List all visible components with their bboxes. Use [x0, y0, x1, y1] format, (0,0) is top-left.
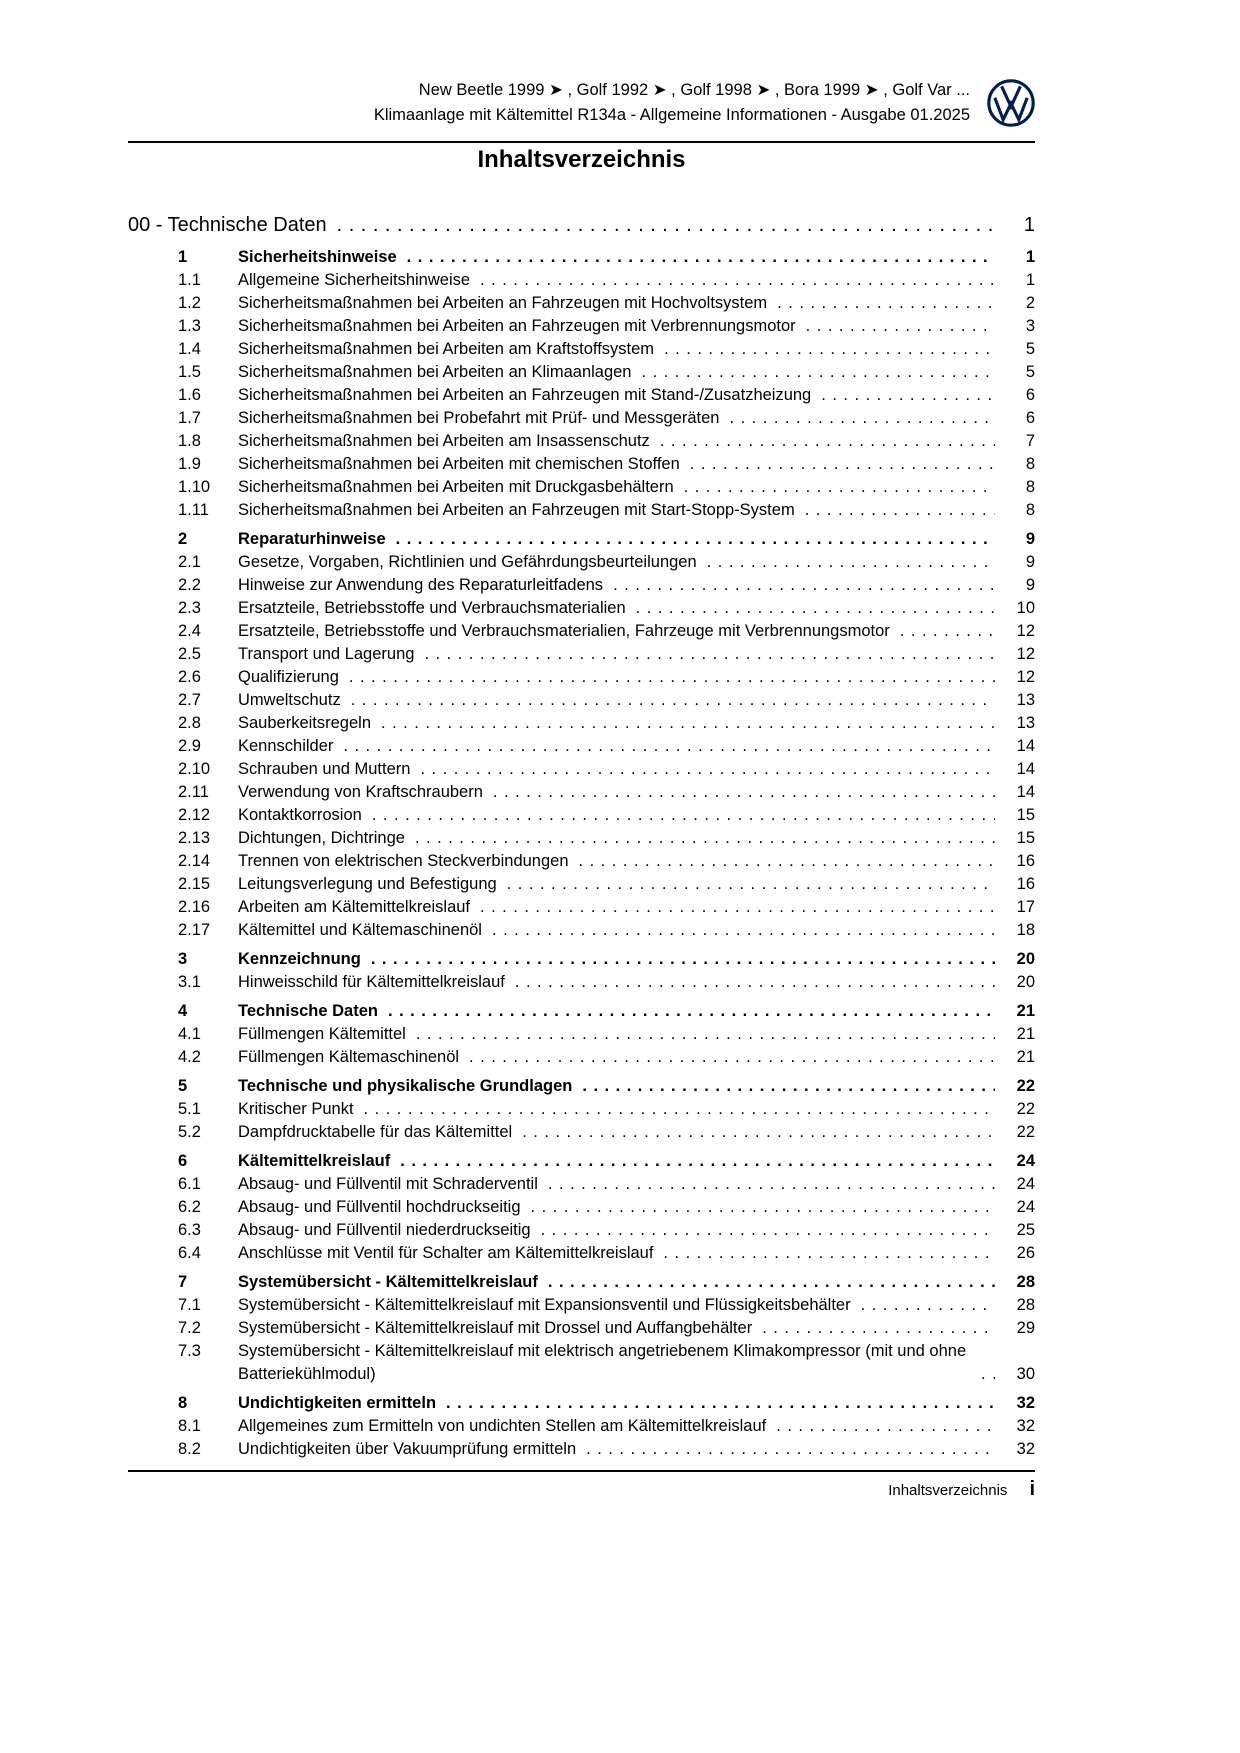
dot-leader — [416, 1023, 995, 1046]
toc-entry-number: 1.8 — [178, 432, 201, 450]
toc-entry-page: 26 — [1016, 1244, 1035, 1262]
dot-leader — [522, 1121, 995, 1144]
toc-entry-title: Sicherheitshinweise — [238, 248, 397, 266]
toc-entry-title: Sicherheitsmaßnahmen bei Arbeiten an Klimaanlagen — [238, 363, 632, 381]
toc-entry-page: 20 — [1016, 950, 1035, 968]
toc-entry — [128, 338, 1035, 361]
toc-entry-number: 2.6 — [178, 668, 201, 686]
toc-entry-page: 24 — [1016, 1175, 1035, 1193]
dot-leader — [400, 1150, 995, 1173]
toc-entry-title: Ersatzteile, Betriebsstoffe und Verbrauchsmaterialien — [238, 599, 626, 617]
toc-entry — [128, 1046, 1035, 1069]
footer-page-number: i — [1029, 1478, 1035, 1500]
toc-entry — [128, 620, 1035, 643]
toc-entry-title: Hinweise zur Anwendung des Reparaturleitfadens — [238, 576, 604, 594]
toc-entry — [128, 689, 1035, 712]
toc-entry-page: 14 — [1016, 737, 1035, 755]
toc-entry-page: 14 — [1016, 760, 1035, 778]
toc-entry-title: Gesetze, Vorgaben, Richtlinien und Gefährdungsbeurteilungen — [238, 553, 697, 571]
toc-entry-title: Allgemeines zum Ermitteln von undichten Stellen am Kältemittelkreislauf — [238, 1417, 767, 1435]
toc-entry-title: Absaug- und Füllventil hochdruckseitig — [238, 1198, 521, 1216]
dot-leader — [582, 1075, 995, 1098]
toc-entry-page: 5 — [1025, 363, 1035, 381]
toc-entry — [128, 1242, 1035, 1265]
toc-entry-title: Leitungsverlegung und Befestigung — [238, 875, 497, 893]
dot-leader — [690, 453, 995, 476]
toc-entry-page: 1 — [1025, 271, 1035, 289]
toc-entry-page: 16 — [1016, 875, 1035, 893]
toc-entry-title: Sicherheitsmaßnahmen bei Probefahrt mit Prüf- und Messgeräten — [238, 409, 720, 427]
toc-entry-number: 2.2 — [178, 576, 201, 594]
toc-entry — [128, 1294, 1035, 1317]
toc-entry-number: 1 — [178, 248, 188, 266]
toc-entry-title: Reparaturhinweise — [238, 530, 386, 548]
toc-entry-page: 28 — [1016, 1273, 1035, 1291]
toc-entry — [128, 1150, 1035, 1173]
toc-entry — [128, 758, 1035, 781]
toc-entry-page: 2 — [1025, 294, 1035, 312]
toc-entry-page: 9 — [1025, 553, 1035, 571]
toc-entry-page: 12 — [1016, 622, 1035, 640]
dot-leader — [806, 315, 995, 338]
toc-entry-number: 4 — [178, 1002, 188, 1020]
dot-leader — [548, 1173, 995, 1196]
toc-entry-title: Qualifizierung — [238, 668, 339, 686]
toc-entry-number: 8 — [178, 1394, 188, 1412]
toc-entry-number: 2.9 — [178, 737, 201, 755]
toc-entry-page: 3 — [1025, 317, 1035, 335]
toc-entry-number: 1.6 — [178, 386, 201, 404]
toc-entry-number: 1.2 — [178, 294, 201, 312]
footer-label: Inhaltsverzeichnis — [888, 1482, 1008, 1499]
toc-entry-number: 2.1 — [178, 553, 201, 571]
toc-entry-number: 5.1 — [178, 1100, 201, 1118]
toc-entry-number: 2 — [178, 530, 188, 548]
header-text — [374, 78, 970, 128]
toc-entry-number: 2.15 — [178, 875, 211, 893]
dot-leader — [548, 1271, 995, 1294]
toc-entry-page: 25 — [1016, 1221, 1035, 1239]
toc-entry-page: 24 — [1016, 1198, 1035, 1216]
toc-entry-page: 32 — [1016, 1394, 1035, 1412]
vw-logo-icon — [986, 78, 1036, 128]
dot-leader — [493, 781, 995, 804]
toc-entry — [128, 528, 1035, 551]
dot-leader — [642, 361, 996, 384]
dot-leader — [515, 971, 995, 994]
toc-entry — [128, 666, 1035, 689]
dot-leader — [388, 1000, 995, 1023]
toc-entry-page: 32 — [1016, 1417, 1035, 1435]
dot-leader — [420, 758, 995, 781]
toc-entry — [128, 1098, 1035, 1121]
toc-entry — [128, 712, 1035, 735]
toc-entry-number: 6.4 — [178, 1244, 201, 1262]
toc-entry — [128, 269, 1035, 292]
toc-entry-page: 9 — [1025, 530, 1035, 548]
toc-entry-title: Sicherheitsmaßnahmen bei Arbeiten am Kraftstoffsystem — [238, 340, 655, 358]
toc-entry — [128, 896, 1035, 919]
toc-entry — [128, 574, 1035, 597]
dot-leader — [396, 528, 995, 551]
toc-entry-number: 2.5 — [178, 645, 201, 663]
toc-entry-page: 7 — [1025, 432, 1035, 450]
toc-entry-page: 8 — [1025, 478, 1035, 496]
toc-entry-page: 15 — [1016, 806, 1035, 824]
toc-entry-page: 8 — [1025, 455, 1035, 473]
toc-entry-number: 1.1 — [178, 271, 201, 289]
toc-entry — [128, 827, 1035, 850]
toc-entry-number: 2.16 — [178, 898, 211, 916]
header-models-line: New Beetle 1999 ➤ , Golf 1992 ➤ , Golf 1998 ➤ , Bora 1999 ➤ , Golf Var ... — [418, 81, 970, 99]
toc-entry-title: Sicherheitsmaßnahmen bei Arbeiten an Fahrzeugen mit Start-Stopp-System — [238, 501, 795, 519]
toc-entry-title: Systemübersicht - Kältemittelkreislauf mit Expansionsventil und Flüssigkeitsbehälter — [238, 1296, 851, 1314]
dot-leader — [636, 597, 995, 620]
dot-leader — [762, 1317, 995, 1340]
toc-entry — [128, 1340, 1035, 1386]
toc-entry-title: Füllmengen Kältemittel — [238, 1025, 406, 1043]
toc-entry-title: Transport und Lagerung — [238, 645, 415, 663]
page-footer — [128, 1478, 1035, 1501]
toc-entry-title: Sicherheitsmaßnahmen bei Arbeiten mit Druckgasbehältern — [238, 478, 674, 496]
toc-entry — [128, 292, 1035, 315]
toc-entry-page: 1 — [1025, 248, 1035, 266]
toc-entry-title: Systemübersicht - Kältemittelkreislauf mit elektrisch angetriebenem Klimakompressor (mit und ohne Batteriekühlmodul) — [238, 1342, 967, 1383]
toc-entry-number: 2.10 — [178, 760, 211, 778]
dot-leader — [415, 827, 995, 850]
toc-entry-page: 14 — [1016, 783, 1035, 801]
dot-leader — [381, 712, 995, 735]
dot-leader — [531, 1196, 996, 1219]
toc-entry-title: Technische Daten — [238, 1002, 378, 1020]
toc-entry-page: 5 — [1025, 340, 1035, 358]
dot-leader — [343, 735, 995, 758]
toc-entry-title: Schrauben und Muttern — [238, 760, 411, 778]
toc-entry — [128, 735, 1035, 758]
toc-entry-page: 15 — [1016, 829, 1035, 847]
toc-entry-number: 4.1 — [178, 1025, 201, 1043]
toc-entry — [128, 1415, 1035, 1438]
toc-entry-page: 22 — [1016, 1077, 1035, 1095]
dot-leader — [613, 574, 995, 597]
dot-leader — [337, 212, 995, 238]
toc-entry-number: 7.1 — [178, 1296, 201, 1314]
page-title: Inhaltsverzeichnis — [477, 146, 686, 173]
toc-entry — [128, 1023, 1035, 1046]
toc-entry-title: Undichtigkeiten über Vakuumprüfung ermitteln — [238, 1440, 577, 1458]
toc-entry — [128, 804, 1035, 827]
toc-entry — [128, 407, 1035, 430]
toc-entry-number: 6.2 — [178, 1198, 201, 1216]
page-header — [128, 78, 1036, 128]
toc-entry-page: 1 — [1023, 214, 1035, 236]
toc-entry-number: 3.1 — [178, 973, 201, 991]
toc-entry-number: 7.2 — [178, 1319, 201, 1337]
toc-entry-title: Trennen von elektrischen Steckverbindungen — [238, 852, 569, 870]
dot-leader — [364, 1098, 995, 1121]
toc-entry — [128, 1075, 1035, 1098]
toc-entry — [128, 850, 1035, 873]
toc-entry-number: 2.4 — [178, 622, 201, 640]
toc-entry-title: Systemübersicht - Kältemittelkreislauf — [238, 1273, 538, 1291]
toc-entry-title: Dampfdrucktabelle für das Kältemittel — [238, 1123, 513, 1141]
toc-entry-title: Ersatzteile, Betriebsstoffe und Verbrauchsmaterialien, Fahrzeuge mit Verbrennungsmotor — [238, 622, 890, 640]
toc-entry-title: Umweltschutz — [238, 691, 341, 709]
toc-entry-title: Technische und physikalische Grundlagen — [238, 1077, 573, 1095]
toc-entry — [128, 551, 1035, 574]
toc-entry-page: 6 — [1025, 409, 1035, 427]
header-divider — [128, 141, 1035, 143]
dot-leader — [492, 919, 995, 942]
dot-leader — [480, 269, 995, 292]
toc-entry — [128, 873, 1035, 896]
toc-entry-page: 13 — [1016, 714, 1035, 732]
dot-leader — [981, 1363, 995, 1386]
toc-entry — [128, 246, 1035, 269]
dot-leader — [507, 873, 995, 896]
toc-entry-number: 2.11 — [178, 783, 209, 801]
dot-leader — [446, 1392, 995, 1415]
dot-leader — [684, 476, 995, 499]
toc-entry-number: 2.12 — [178, 806, 211, 824]
toc-entry-number: 5.2 — [178, 1123, 201, 1141]
toc-entry-page: 17 — [1016, 898, 1035, 916]
toc-entry-page: 21 — [1016, 1002, 1035, 1020]
toc-entry-page: 30 — [1016, 1365, 1035, 1383]
toc-entry-number: 8.1 — [178, 1417, 201, 1435]
toc-entry-title: Absaug- und Füllventil mit Schraderventil — [238, 1175, 538, 1193]
toc-entry-title: Sicherheitsmaßnahmen bei Arbeiten am Insassenschutz — [238, 432, 650, 450]
toc-entry-number: 8.2 — [178, 1440, 201, 1458]
dot-leader — [372, 804, 995, 827]
toc-entry-title: Füllmengen Kältemaschinenöl — [238, 1048, 460, 1066]
toc-entry-number: 2.7 — [178, 691, 201, 709]
toc-entry-title: Kennzeichnung — [238, 950, 361, 968]
dot-leader — [586, 1438, 995, 1461]
toc-entry — [128, 453, 1035, 476]
toc-entry-title: 00 - Technische Daten — [128, 214, 327, 236]
toc-entry-page: 24 — [1016, 1152, 1035, 1170]
toc-entry — [128, 971, 1035, 994]
toc-entry-number: 1.3 — [178, 317, 201, 335]
toc-entry-title: Sicherheitsmaßnahmen bei Arbeiten an Fahrzeugen mit Verbrennungsmotor — [238, 317, 796, 335]
toc-entry-number: 1.9 — [178, 455, 201, 473]
toc-entry-title: Kennschilder — [238, 737, 334, 755]
toc-entry-number: 6.3 — [178, 1221, 201, 1239]
toc-entry-page: 22 — [1016, 1100, 1035, 1118]
toc-entry-title: Arbeiten am Kältemittelkreislauf — [238, 898, 471, 916]
toc-entry — [128, 781, 1035, 804]
dot-leader — [349, 666, 995, 689]
toc-entry-page: 18 — [1016, 921, 1035, 939]
toc-entry — [128, 315, 1035, 338]
toc-entry-title: Kritischer Punkt — [238, 1100, 354, 1118]
toc-entry-number: 2.14 — [178, 852, 211, 870]
toc-entry-number: 5 — [178, 1077, 188, 1095]
toc-entry-page: 22 — [1016, 1123, 1035, 1141]
header-subtitle-line: Klimaanlage mit Kältemittel R134a - Allgemeine Informationen - Ausgabe 01.2025 — [373, 106, 970, 124]
toc-entry — [128, 1000, 1035, 1023]
toc-entry-number: 4.2 — [178, 1048, 201, 1066]
dot-leader — [351, 689, 995, 712]
toc-entry-title: Sicherheitsmaßnahmen bei Arbeiten mit chemischen Stoffen — [238, 455, 680, 473]
toc-entry-number: 7 — [178, 1273, 188, 1291]
toc-entry-number: 1.7 — [178, 409, 201, 427]
toc-entry-title: Sicherheitsmaßnahmen bei Arbeiten an Fahrzeugen mit Stand-/Zusatzheizung — [238, 386, 812, 404]
toc-entry-number: 2.3 — [178, 599, 201, 617]
toc-entry-page: 32 — [1016, 1440, 1035, 1458]
toc-entry-number: 1.4 — [178, 340, 201, 358]
dot-leader — [480, 896, 995, 919]
dot-leader — [777, 292, 995, 315]
toc-entry-number: 1.11 — [178, 501, 209, 519]
dot-leader — [805, 499, 995, 522]
toc-entry-title: Absaug- und Füllventil niederdruckseitig — [238, 1221, 531, 1239]
dot-leader — [664, 338, 995, 361]
toc-entry — [128, 476, 1035, 499]
toc-entry-page: 12 — [1016, 668, 1035, 686]
toc-entry-title: Allgemeine Sicherheitshinweise — [238, 271, 471, 289]
toc-entry — [128, 1121, 1035, 1144]
toc-entry-number: 7.3 — [178, 1342, 201, 1360]
toc-entry — [128, 919, 1035, 942]
dot-leader — [707, 551, 995, 574]
toc-entry — [128, 1219, 1035, 1242]
toc-entry — [128, 430, 1035, 453]
dot-leader — [407, 246, 995, 269]
toc-entry — [128, 643, 1035, 666]
dot-leader — [371, 948, 995, 971]
dot-leader — [660, 430, 995, 453]
toc-entry-number: 6.1 — [178, 1175, 201, 1193]
toc-entry-title: Sicherheitsmaßnahmen bei Arbeiten an Fahrzeugen mit Hochvoltsystem — [238, 294, 768, 312]
toc-entry-title: Systemübersicht - Kältemittelkreislauf mit Drossel und Auffangbehälter — [238, 1319, 753, 1337]
toc-entry-number: 2.13 — [178, 829, 211, 847]
toc-entry — [128, 1392, 1035, 1415]
dot-leader — [729, 407, 995, 430]
toc-entry — [128, 499, 1035, 522]
toc-entry-number: 1.5 — [178, 363, 201, 381]
toc-entry — [128, 1196, 1035, 1219]
toc-entry-page: 21 — [1016, 1048, 1035, 1066]
dot-leader — [900, 620, 995, 643]
toc-entry-page: 12 — [1016, 645, 1035, 663]
toc-entry-title: Kältemittelkreislauf — [238, 1152, 391, 1170]
dot-leader — [469, 1046, 995, 1069]
toc-entry — [128, 1438, 1035, 1461]
toc-entry-page: 13 — [1016, 691, 1035, 709]
toc-entry — [128, 1271, 1035, 1294]
toc-entry-title: Anschlüsse mit Ventil für Schalter am Kältemittelkreislauf — [238, 1244, 654, 1262]
dot-leader — [541, 1219, 995, 1242]
toc-entry-title: Undichtigkeiten ermitteln — [238, 1394, 437, 1412]
toc-entry-page: 16 — [1016, 852, 1035, 870]
toc-entry-title: Dichtungen, Dichtringe — [238, 829, 405, 847]
toc-entry-number: 2.8 — [178, 714, 201, 732]
dot-leader — [579, 850, 995, 873]
toc-list — [128, 200, 1035, 1461]
dot-leader — [663, 1242, 995, 1265]
toc-entry — [128, 948, 1035, 971]
toc-entry-page: 9 — [1025, 576, 1035, 594]
toc-entry — [128, 212, 1035, 238]
toc-entry-title: Kontaktkorrosion — [238, 806, 362, 824]
toc-entry — [128, 1173, 1035, 1196]
toc-entry-page: 28 — [1016, 1296, 1035, 1314]
toc-entry-title: Sauberkeitsregeln — [238, 714, 371, 732]
toc-entry-number: 2.17 — [178, 921, 211, 939]
toc-entry-page: 10 — [1016, 599, 1035, 617]
toc-entry-page: 21 — [1016, 1025, 1035, 1043]
toc-entry-title: Hinweisschild für Kältemittelkreislauf — [238, 973, 505, 991]
toc-entry-page: 29 — [1016, 1319, 1035, 1337]
toc-entry — [128, 597, 1035, 620]
dot-leader — [821, 384, 995, 407]
dot-leader — [424, 643, 995, 666]
toc-entry-number: 1.10 — [178, 478, 211, 496]
toc-entry — [128, 361, 1035, 384]
toc-entry — [128, 1317, 1035, 1340]
footer-divider — [128, 1470, 1035, 1472]
toc-entry-title: Verwendung von Kraftschraubern — [238, 783, 483, 801]
toc-entry-page: 20 — [1016, 973, 1035, 991]
toc-entry-number: 3 — [178, 950, 188, 968]
toc-entry-page: 6 — [1025, 386, 1035, 404]
toc-entry-title: Kältemittel und Kältemaschinenöl — [238, 921, 482, 939]
dot-leader — [776, 1415, 995, 1438]
toc-entry — [128, 384, 1035, 407]
toc-entry-page: 8 — [1025, 501, 1035, 519]
dot-leader — [861, 1294, 995, 1317]
toc-entry-number: 6 — [178, 1152, 188, 1170]
